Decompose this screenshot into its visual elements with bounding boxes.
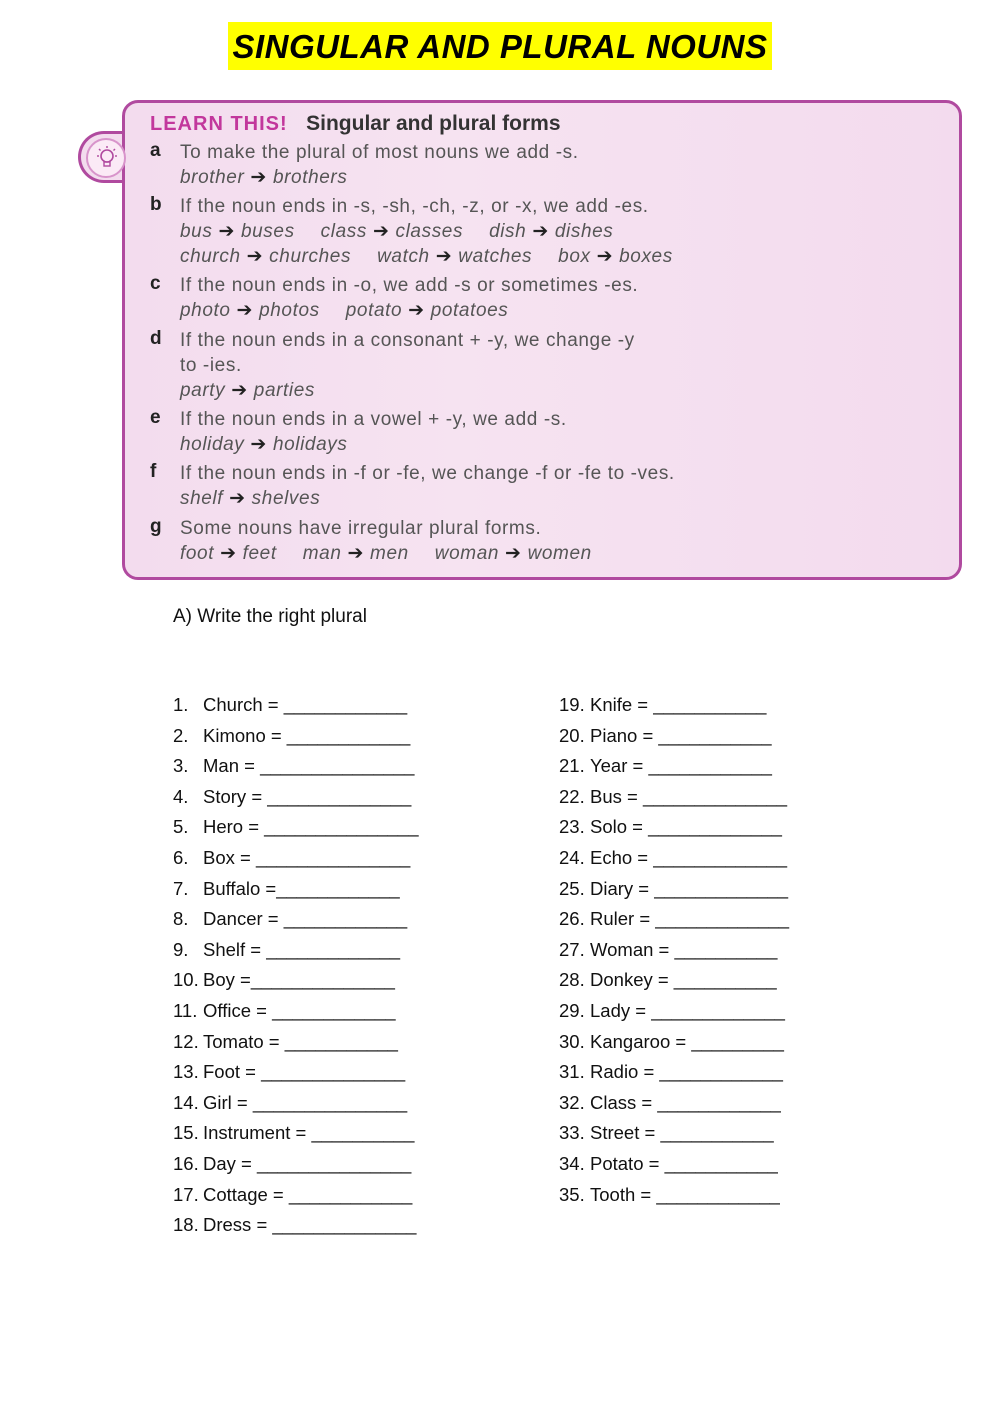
example-line <box>180 298 940 323</box>
rule-text: If the noun ends in -o, we add -s or sometimes -es. <box>180 275 639 296</box>
item-text: Kangaroo = _________ <box>590 1030 784 1052</box>
item-text: Cottage = ____________ <box>203 1183 413 1205</box>
item-text: Dress = ______________ <box>203 1214 417 1236</box>
exercise-item <box>173 1061 419 1092</box>
example-line <box>180 165 940 190</box>
example-pair <box>180 432 347 457</box>
item-text: Box = _______________ <box>203 846 411 868</box>
rule-e <box>150 407 940 457</box>
exercise-item <box>173 1153 419 1184</box>
exercise-column-right <box>559 694 789 1214</box>
item-text: Tomato = ___________ <box>203 1030 398 1052</box>
rule-letter: f <box>150 461 157 482</box>
item-text: Echo = _____________ <box>590 846 788 868</box>
item-text: Woman = __________ <box>590 938 778 960</box>
exercise-item <box>559 847 789 878</box>
item-text: Donkey = __________ <box>590 969 777 991</box>
exercise-item <box>173 786 419 817</box>
rule-text: If the noun ends in -s, -sh, -ch, -z, or -x, we add -es. <box>180 196 649 217</box>
arrow-right-icon: ➔ <box>408 300 425 321</box>
plural-word: dishes <box>554 221 614 242</box>
item-number: 25. <box>559 877 585 899</box>
item-text: Diary = _____________ <box>590 877 789 899</box>
item-number: 18. <box>173 1214 199 1236</box>
item-number: 26. <box>559 908 585 930</box>
item-text: Ruler = _____________ <box>590 908 790 930</box>
exercise-item <box>559 1061 789 1092</box>
plural-word: shelves <box>251 488 321 509</box>
item-text: Boy =______________ <box>203 969 395 991</box>
exercise-item <box>173 969 419 1000</box>
rule-d <box>150 328 940 403</box>
exercise-item <box>559 1000 789 1031</box>
item-number: 34. <box>559 1152 585 1174</box>
item-number: 4. <box>173 785 189 807</box>
plural-word: holidays <box>272 434 348 455</box>
item-text: Bus = ______________ <box>590 785 788 807</box>
rule-g <box>150 516 940 566</box>
plural-word: buses <box>240 221 295 242</box>
rule-letter: c <box>150 273 161 294</box>
exercise-item <box>559 816 789 847</box>
arrow-right-icon: ➔ <box>347 543 365 564</box>
example-pair <box>435 541 592 566</box>
exercise-item <box>559 1031 789 1062</box>
item-text: Foot = ______________ <box>203 1061 406 1083</box>
example-pair <box>321 219 463 244</box>
item-text: Kimono = ____________ <box>203 724 411 746</box>
example-pair <box>180 486 320 511</box>
item-number: 7. <box>173 877 189 899</box>
example-pair <box>180 165 347 190</box>
exercise-item <box>559 1092 789 1123</box>
rule-letter: e <box>150 407 161 428</box>
rule-letter: a <box>150 140 161 161</box>
exercise-item <box>559 786 789 817</box>
example-line <box>180 486 940 511</box>
example-pair <box>346 298 509 323</box>
item-number: 16. <box>173 1152 199 1174</box>
section-title: Singular and plural forms <box>306 112 561 135</box>
item-number: 27. <box>559 938 585 960</box>
item-number: 30. <box>559 1030 585 1052</box>
example-pair <box>180 298 320 323</box>
exercise-item <box>559 908 789 939</box>
plural-word: boxes <box>619 246 673 267</box>
item-number: 12. <box>173 1030 199 1052</box>
exercise-item <box>173 755 419 786</box>
page-title: SINGULAR AND PLURAL NOUNS <box>228 22 771 70</box>
item-text: Knife = ___________ <box>590 694 767 715</box>
item-text: Man = _______________ <box>203 755 415 777</box>
item-number: 17. <box>173 1183 199 1205</box>
example-pair <box>558 244 673 269</box>
item-number: 2. <box>173 724 189 746</box>
item-number: 9. <box>173 938 189 960</box>
item-text: Class = ____________ <box>590 1091 781 1113</box>
item-number: 20. <box>559 724 585 746</box>
example-pair <box>180 541 277 566</box>
singular-word: party <box>180 380 226 401</box>
arrow-right-icon: ➔ <box>250 167 267 188</box>
exercise-instruction: A) Write the right plural <box>173 606 367 627</box>
item-text: Hero = _______________ <box>203 816 419 838</box>
example-line <box>180 219 940 244</box>
exercise-item <box>173 908 419 939</box>
singular-word: brother <box>180 167 245 188</box>
exercise-item <box>173 816 419 847</box>
exercise-item <box>559 878 789 909</box>
item-text: Dancer = ____________ <box>203 908 408 930</box>
item-text: Day = _______________ <box>203 1152 412 1174</box>
singular-word: potato <box>345 300 403 321</box>
item-text: Lady = _____________ <box>590 999 785 1021</box>
arrow-right-icon: ➔ <box>236 300 254 321</box>
example-pair <box>489 219 613 244</box>
item-text: Story = ______________ <box>203 785 412 807</box>
plural-word: photos <box>259 300 320 321</box>
item-number: 19. <box>559 694 585 715</box>
item-text: Buffalo =____________ <box>203 877 400 899</box>
example-line <box>180 541 940 566</box>
item-number: 11. <box>173 999 198 1021</box>
exercise-item <box>173 694 419 725</box>
item-text: Church = ____________ <box>203 694 408 715</box>
exercise-item <box>559 755 789 786</box>
item-number: 3. <box>173 755 189 777</box>
example-pair <box>180 378 315 403</box>
exercise-item <box>173 847 419 878</box>
item-text: Solo = _____________ <box>590 816 782 838</box>
arrow-right-icon: ➔ <box>218 221 235 242</box>
singular-word: woman <box>434 543 500 564</box>
singular-word: class <box>320 221 367 242</box>
plural-word: feet <box>242 543 277 564</box>
arrow-right-icon: ➔ <box>596 246 614 267</box>
plural-word: parties <box>253 380 316 401</box>
rule-a <box>150 140 940 190</box>
singular-word: man <box>302 543 342 564</box>
rule-letter: g <box>150 516 162 537</box>
example-pair <box>377 244 532 269</box>
item-number: 32. <box>559 1091 585 1113</box>
arrow-right-icon: ➔ <box>229 488 246 509</box>
exercise-item <box>559 969 789 1000</box>
item-text: Tooth = ____________ <box>590 1183 780 1205</box>
example-pair <box>180 219 295 244</box>
rule-f <box>150 461 940 511</box>
exercise-item <box>173 725 419 756</box>
learn-box-heading <box>150 112 561 136</box>
rule-c <box>150 273 940 323</box>
singular-word: holiday <box>180 434 245 455</box>
exercise-item <box>173 1031 419 1062</box>
item-number: 33. <box>559 1122 585 1144</box>
example-line <box>180 378 940 403</box>
item-number: 23. <box>559 816 585 838</box>
example-line <box>180 244 940 269</box>
title-wrapper <box>0 22 1000 70</box>
item-text: Radio = ____________ <box>590 1061 783 1083</box>
plural-word: watches <box>458 246 533 267</box>
exercise-item <box>559 1122 789 1153</box>
item-number: 15. <box>173 1122 199 1144</box>
item-number: 5. <box>173 816 189 838</box>
example-line <box>180 432 940 457</box>
exercise-item <box>559 1184 789 1215</box>
arrow-right-icon: ➔ <box>505 543 522 564</box>
item-number: 1. <box>173 694 189 715</box>
exercise-item <box>559 939 789 970</box>
exercise-item <box>173 1184 419 1215</box>
item-text: Office = ____________ <box>203 999 396 1021</box>
item-number: 14. <box>173 1091 199 1113</box>
arrow-right-icon: ➔ <box>246 246 264 267</box>
item-number: 31. <box>559 1061 585 1083</box>
rule-text: If the noun ends in a vowel + -y, we add -s. <box>180 409 567 430</box>
arrow-right-icon: ➔ <box>435 246 453 267</box>
arrow-right-icon: ➔ <box>231 380 248 401</box>
example-pair <box>303 541 409 566</box>
item-text: Piano = ___________ <box>590 724 772 746</box>
exercise-item <box>559 694 789 725</box>
item-number: 29. <box>559 999 585 1021</box>
exercise-item <box>173 1000 419 1031</box>
plural-word: women <box>527 543 592 564</box>
item-text: Year = ____________ <box>590 755 772 777</box>
plural-word: men <box>370 543 409 564</box>
singular-word: church <box>180 246 241 267</box>
item-text: Potato = ___________ <box>590 1152 778 1174</box>
item-text: Shelf = _____________ <box>203 938 401 960</box>
example-pair <box>180 244 351 269</box>
singular-word: photo <box>180 300 231 321</box>
item-number: 13. <box>173 1061 199 1083</box>
item-number: 8. <box>173 908 189 930</box>
arrow-right-icon: ➔ <box>250 434 267 455</box>
item-number: 6. <box>173 846 189 868</box>
plural-word: churches <box>269 246 352 267</box>
rule-text: If the noun ends in a consonant + -y, we change -y <box>180 330 635 351</box>
item-text: Instrument = __________ <box>203 1122 415 1144</box>
plural-word: potatoes <box>430 300 509 321</box>
rule-text: Some nouns have irregular plural forms. <box>180 518 542 539</box>
singular-word: bus <box>180 221 213 242</box>
exercise-item <box>173 878 419 909</box>
plural-word: classes <box>395 221 464 242</box>
item-number: 24. <box>559 846 585 868</box>
item-text: Street = ___________ <box>590 1122 774 1144</box>
exercise-item <box>173 1214 419 1245</box>
rule-b <box>150 194 940 269</box>
item-number: 35. <box>559 1183 585 1205</box>
item-number: 22. <box>559 785 585 807</box>
singular-word: shelf <box>180 488 224 509</box>
item-text: Girl = _______________ <box>203 1091 408 1113</box>
lightbulb-icon <box>86 138 126 178</box>
singular-word: watch <box>377 246 430 267</box>
rule-text: To make the plural of most nouns we add -s. <box>180 142 579 163</box>
item-number: 10. <box>173 969 199 991</box>
rule-text: If the noun ends in -f or -fe, we change -f or -fe to -ves. <box>180 463 675 484</box>
exercise-column-left <box>173 694 419 1245</box>
item-number: 28. <box>559 969 585 991</box>
arrow-right-icon: ➔ <box>372 221 390 242</box>
singular-word: dish <box>489 221 527 242</box>
exercise-item <box>559 1153 789 1184</box>
arrow-right-icon: ➔ <box>220 543 237 564</box>
rule-letter: b <box>150 194 162 215</box>
item-number: 21. <box>559 755 585 777</box>
plural-word: brothers <box>272 167 348 188</box>
singular-word: box <box>558 246 591 267</box>
rule-text: to -ies. <box>180 355 242 376</box>
rule-letter: d <box>150 328 162 349</box>
exercise-item <box>559 725 789 756</box>
exercise-item <box>173 1092 419 1123</box>
exercise-item <box>173 1122 419 1153</box>
exercise-item <box>173 939 419 970</box>
arrow-right-icon: ➔ <box>532 221 549 242</box>
singular-word: foot <box>180 543 215 564</box>
learn-this-label: LEARN THIS! <box>150 113 288 135</box>
